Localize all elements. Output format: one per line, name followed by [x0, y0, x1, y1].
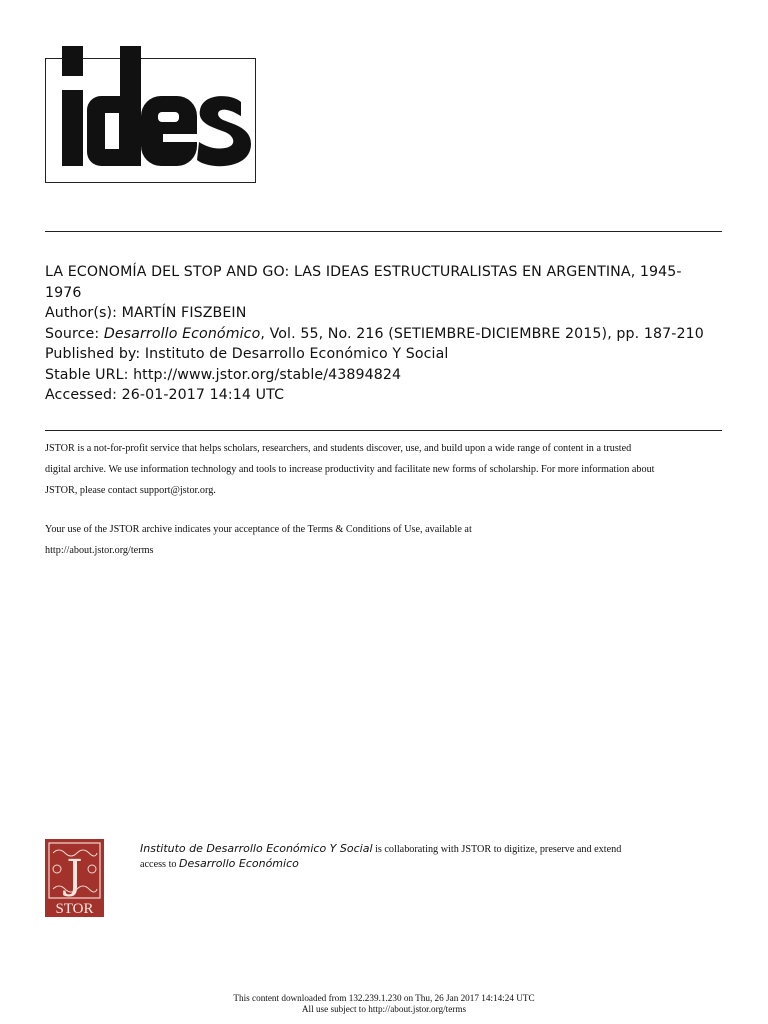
article-authors: Author(s): MARTÍN FISZBEIN [45, 305, 247, 321]
collab-journal: Desarrollo Económico [179, 857, 299, 870]
svg-text:J: J [66, 852, 83, 898]
collab-institution: Instituto de Desarrollo Económico Y Social [140, 842, 373, 855]
terms-line: Your use of the JSTOR archive indicates your acceptance of the Terms & Conditions of Use, available at [45, 524, 472, 535]
footer-line2: All use subject to http://about.jstor.org/terms [301, 1004, 467, 1014]
article-source [45, 324, 735, 345]
collab-line1 [140, 842, 700, 857]
stable-url-label: Stable URL: [45, 366, 134, 383]
top-divider [45, 231, 722, 232]
ides-logo [45, 44, 260, 184]
collaboration-statement [140, 842, 700, 872]
terms-notice [45, 519, 725, 561]
notice-line: JSTOR, please contact support@jstor.org. [45, 485, 216, 496]
article-metadata [45, 262, 735, 406]
article-title-line2: 1976 [45, 284, 82, 301]
svg-text:STOR: STOR [55, 901, 94, 917]
article-publisher: Published by: Instituto de Desarrollo Económico Y Social [45, 346, 449, 362]
footer-line1: This content downloaded from 132.239.1.230 on Thu, 26 Jan 2017 14:14:24 UTC [233, 993, 535, 1003]
download-footer [0, 993, 768, 1015]
article-accessed: Accessed: 26-01-2017 14:14 UTC [45, 387, 285, 403]
middle-divider [45, 430, 722, 431]
article-title-line1: LA ECONOMÍA DEL STOP AND GO: LAS IDEAS ESTRUCTURALISTAS EN ARGENTINA, 1945- [45, 264, 682, 280]
article-stable-url [45, 365, 735, 386]
collab-middle: is collaborating with JSTOR to digitize, preserve and extend [372, 844, 622, 855]
stable-url-link[interactable]: http://www.jstor.org/stable/43894824 [133, 366, 402, 383]
terms-link[interactable]: http://about.jstor.org/terms [45, 545, 154, 556]
jstor-seal-icon [45, 839, 104, 917]
source-prefix: Source: [45, 325, 104, 342]
notice-line: digital archive. We use information technology and tools to increase productivity and facilitate new forms of scholarship. For more information about [45, 464, 655, 475]
source-suffix: , Vol. 55, No. 216 (SETIEMBRE-DICIEMBRE 2015), pp. 187-210 [260, 325, 704, 342]
notice-line: JSTOR is a not-for-profit service that helps scholars, researchers, and students discover, use, and build upon a wide range of content in a trusted [45, 443, 632, 454]
jstor-notice [45, 438, 725, 501]
collab-access-prefix: access to [140, 859, 180, 870]
collab-line2 [140, 857, 700, 872]
source-journal: Desarrollo Económico [103, 325, 261, 342]
jstor-logo [45, 839, 104, 917]
